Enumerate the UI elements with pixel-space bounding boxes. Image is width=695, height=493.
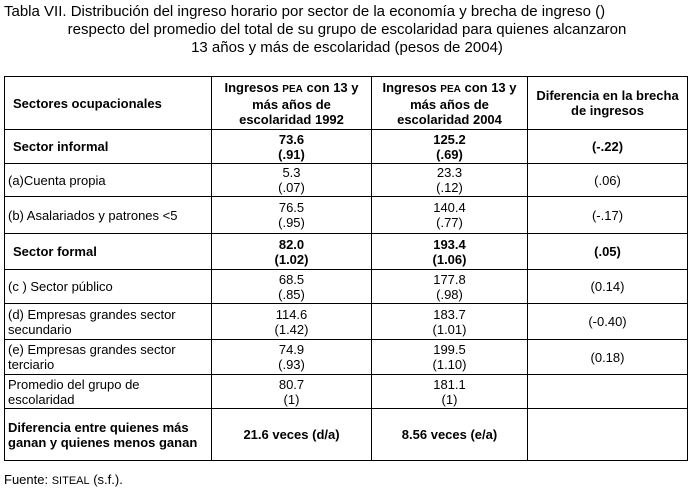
income-table bbox=[4, 76, 688, 461]
cell-2004 bbox=[372, 375, 528, 409]
gap-2004: (.77) bbox=[436, 215, 463, 230]
value-2004: 193.4 bbox=[433, 236, 466, 252]
header-2004 bbox=[372, 77, 528, 130]
header-1992-b: con 13 y más años de escolaridad 1992 bbox=[239, 79, 359, 127]
value-2004: 181.1 bbox=[433, 376, 466, 392]
row-label: (b) Asalariados y patrones <5 bbox=[5, 197, 212, 234]
value-1992: 73.6 bbox=[278, 131, 305, 147]
value-1992: 76.5 bbox=[278, 200, 305, 215]
gap-1992: (1.42) bbox=[274, 321, 309, 337]
table-row bbox=[5, 164, 688, 197]
cell-2004 bbox=[372, 270, 528, 304]
row-label: (a)Cuenta propia bbox=[5, 164, 212, 197]
value-1992: 68.5 bbox=[278, 271, 305, 287]
source-note bbox=[4, 472, 123, 489]
value-1992: 5.3 bbox=[282, 165, 301, 180]
cell-diff: (0.18) bbox=[528, 340, 688, 375]
gap-2004: (.12) bbox=[436, 180, 463, 195]
gap-2004: (1) bbox=[441, 391, 458, 407]
title-line-3: 13 años y más de escolaridad (pesos de 2004) bbox=[191, 39, 503, 56]
gap-1992: (.93) bbox=[278, 357, 305, 372]
gap-2004: (.69) bbox=[436, 146, 463, 162]
cell-diff bbox=[528, 409, 688, 461]
header-1992-a: Ingresos bbox=[224, 79, 283, 95]
header-diferencia: Diferencia en la brecha de ingresos bbox=[528, 77, 688, 130]
header-2004-pea: PEA bbox=[440, 83, 461, 95]
table-row bbox=[5, 340, 688, 375]
header-sectores: Sectores ocupacionales bbox=[5, 77, 212, 130]
header-2004-b: con 13 y más años de escolaridad 2004 bbox=[397, 79, 517, 127]
cell-1992 bbox=[212, 130, 372, 164]
value-2004: 125.2 bbox=[433, 131, 466, 147]
table-row bbox=[5, 270, 688, 304]
table-title bbox=[4, 3, 690, 57]
cell-1992: 21.6 veces (d/a) bbox=[212, 409, 372, 461]
row-label: (d) Empresas grandes sector secundario bbox=[5, 304, 212, 340]
row-label: Diferencia entre quienes más ganan y quienes menos ganan bbox=[5, 409, 212, 461]
cell-2004 bbox=[372, 197, 528, 234]
cell-diff: (.06) bbox=[528, 164, 688, 197]
header-row bbox=[5, 77, 688, 130]
table-row-summary bbox=[5, 409, 688, 461]
table-row bbox=[5, 375, 688, 409]
table-row bbox=[5, 304, 688, 340]
value-2004: 199.5 bbox=[433, 342, 466, 357]
source-suffix: (s.f.). bbox=[89, 472, 123, 487]
gap-1992: (1) bbox=[283, 391, 300, 407]
gap-2004: (1.06) bbox=[432, 251, 467, 267]
row-label: Sector informal bbox=[5, 130, 212, 164]
value-2004: 183.7 bbox=[433, 306, 466, 322]
cell-1992 bbox=[212, 234, 372, 270]
header-2004-a: Ingresos bbox=[382, 79, 441, 95]
value-1992: 114.6 bbox=[275, 306, 308, 322]
cell-diff: (.05) bbox=[528, 234, 688, 270]
table-row bbox=[5, 234, 688, 270]
cell-2004 bbox=[372, 340, 528, 375]
row-label: (e) Empresas grandes sector terciario bbox=[5, 340, 212, 375]
title-line-2: respecto del promedio del total de su grupo de escolaridad para quienes alcanzaron bbox=[67, 21, 627, 38]
gap-1992: (.07) bbox=[278, 180, 305, 195]
cell-diff: (-.17) bbox=[528, 197, 688, 234]
cell-1992 bbox=[212, 270, 372, 304]
row-label: Sector formal bbox=[5, 234, 212, 270]
value-1992: 82.0 bbox=[278, 236, 305, 252]
source-name: SITEAL bbox=[51, 475, 90, 487]
cell-2004 bbox=[372, 164, 528, 197]
gap-1992: (.85) bbox=[278, 286, 305, 302]
cell-diff: (-0.40) bbox=[528, 304, 688, 340]
gap-2004: (1.10) bbox=[432, 357, 467, 372]
gap-1992: (1.02) bbox=[274, 251, 309, 267]
table-row bbox=[5, 197, 688, 234]
title-line-1: Tabla VII. Distribución del ingreso horario por sector de la economía y brecha de ingreso () bbox=[4, 3, 606, 20]
gap-2004: (1.01) bbox=[432, 321, 467, 337]
value-2004: 177.8 bbox=[433, 271, 466, 287]
row-label: (c ) Sector público bbox=[5, 270, 212, 304]
value-2004: 140.4 bbox=[433, 200, 466, 215]
cell-2004 bbox=[372, 304, 528, 340]
cell-2004: 8.56 veces (e/a) bbox=[372, 409, 528, 461]
row-label: Promedio del grupo de escolaridad bbox=[5, 375, 212, 409]
table-row bbox=[5, 130, 688, 164]
cell-diff: (-.22) bbox=[528, 130, 688, 164]
header-1992 bbox=[212, 77, 372, 130]
cell-1992 bbox=[212, 340, 372, 375]
gap-1992: (.95) bbox=[278, 215, 305, 230]
value-1992: 74.9 bbox=[278, 342, 305, 357]
gap-2004: (.98) bbox=[436, 286, 463, 302]
cell-1992 bbox=[212, 164, 372, 197]
value-2004: 23.3 bbox=[436, 165, 463, 180]
value-1992: 80.7 bbox=[278, 376, 305, 392]
cell-2004 bbox=[372, 234, 528, 270]
cell-diff: (0.14) bbox=[528, 270, 688, 304]
cell-diff bbox=[528, 375, 688, 409]
cell-1992 bbox=[212, 197, 372, 234]
cell-2004 bbox=[372, 130, 528, 164]
source-prefix: Fuente: bbox=[4, 472, 52, 487]
header-1992-pea: PEA bbox=[282, 83, 303, 95]
cell-1992 bbox=[212, 304, 372, 340]
gap-1992: (.91) bbox=[278, 146, 305, 162]
cell-1992 bbox=[212, 375, 372, 409]
